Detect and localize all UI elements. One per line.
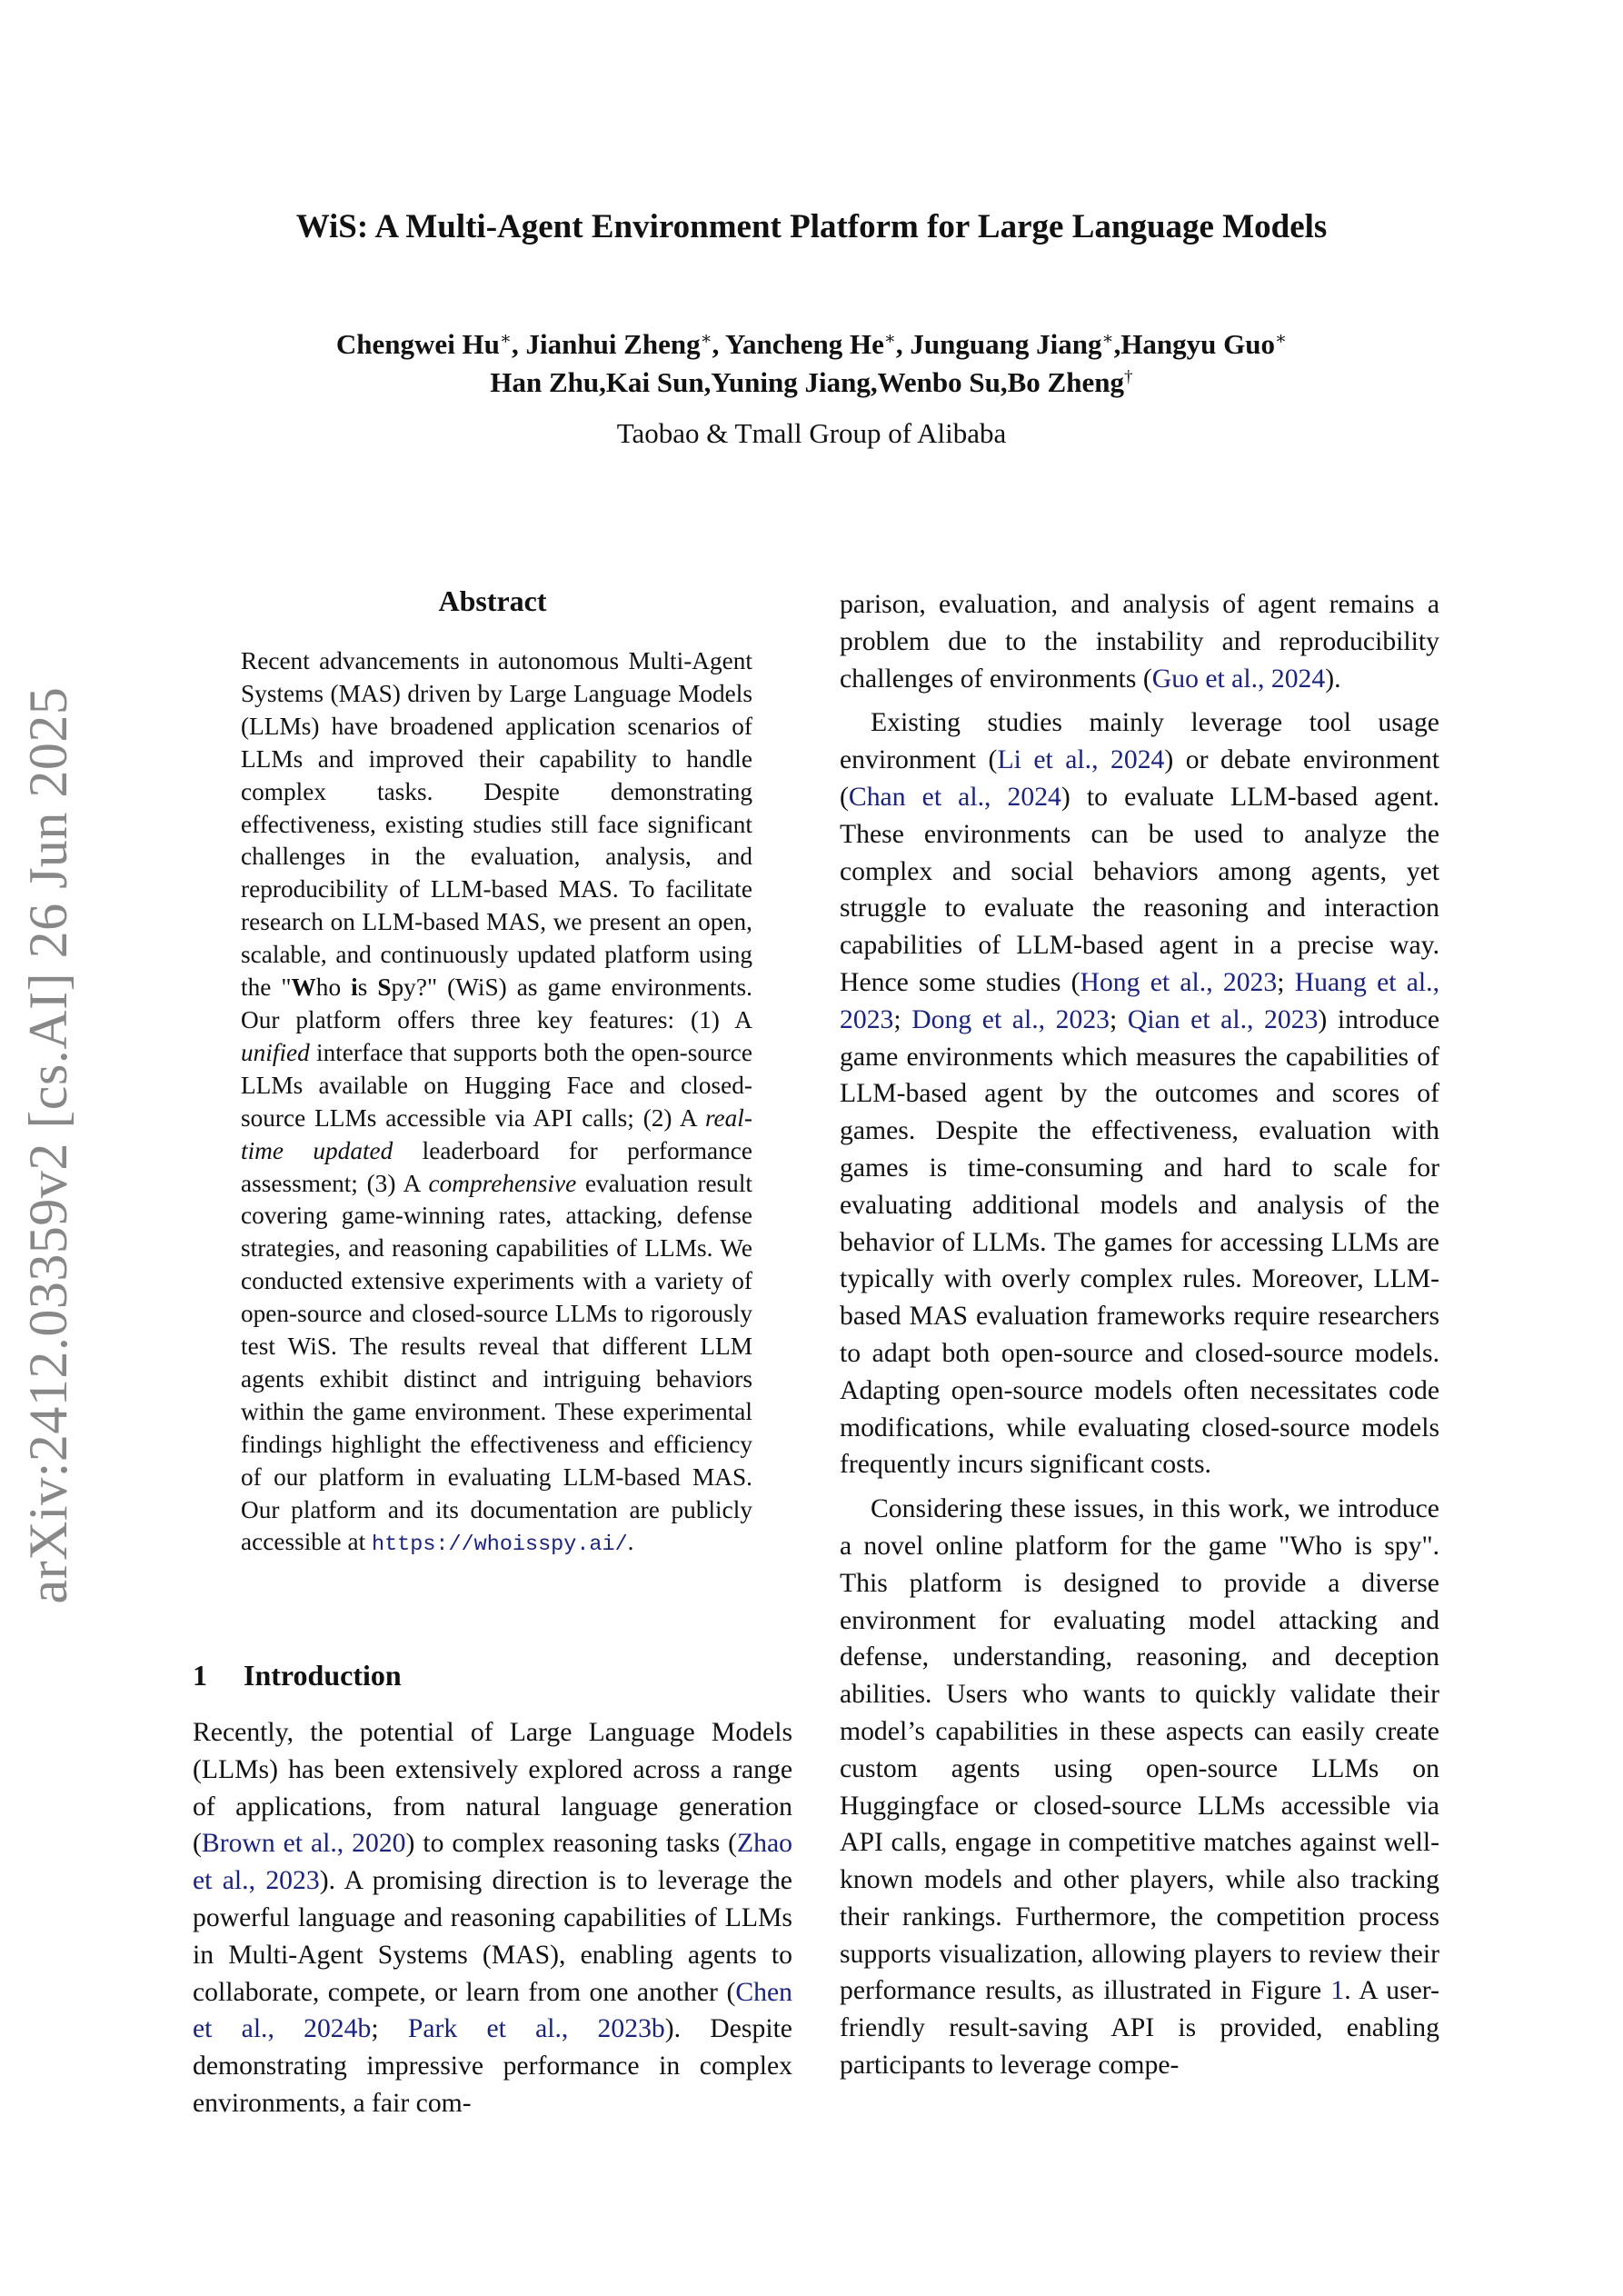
author-name: Kai Sun xyxy=(605,366,704,398)
author-name: Junguang Jiang xyxy=(910,328,1102,360)
figure-reference-link[interactable]: 1 xyxy=(1330,1976,1345,2006)
citation-link[interactable]: Zhao et al., 2023 xyxy=(193,1829,792,1896)
section-heading-introduction xyxy=(193,1659,402,1692)
author-name: Jianhui Zheng xyxy=(525,328,701,360)
author-name: Wenbo Su xyxy=(877,366,1001,398)
author-name: Bo Zheng xyxy=(1007,366,1124,398)
citation-link[interactable]: Li et al., 2024 xyxy=(997,745,1165,775)
citation-link[interactable]: Dong et al., 2023 xyxy=(911,1004,1110,1034)
intro-p1-continuation: ). Despite demonstrating impressive performance in complex environments, a fair com- xyxy=(193,2014,792,2118)
platform-url-link[interactable]: https://whoisspy.ai/ xyxy=(372,1532,628,1558)
section-number: 1 xyxy=(193,1659,207,1692)
author-mark: ∗ xyxy=(700,329,712,349)
citation-link[interactable]: Qian et al., 2023 xyxy=(1127,1004,1319,1034)
citation-link[interactable]: Chen et al., 2024b xyxy=(193,1977,792,2044)
intro-right-column xyxy=(840,586,1439,2084)
abstract-body xyxy=(241,645,752,1562)
author-mark: ∗ xyxy=(1101,329,1114,349)
intro-paragraph-3: Considering these issues, in this work, we introduce a novel online platform for the game "Who is spy". This platform is designed to provide a diverse environment for evaluating model attacking and defense, understanding, reasoning, and deception abilities. Users who wants to quickly validate their model’s capabilities in these aspects can easily create custom agents using open-source LLMs on Huggingface or closed-source LLMs accessible via API calls, engage in competitive matches against well-known models and other players, while also tracking their rankings. Furthermore, the competition process supports visualization, allowing players to review their performance results, as illustrated in Figure 1. A user-friendly result-saving API is provided, enabling participants to leverage compe- xyxy=(840,1494,1439,2081)
author-mark: ∗ xyxy=(499,329,512,349)
author-mark: † xyxy=(1123,367,1133,387)
intro-paragraph-1-end: parison, evaluation, and analysis of agent remains a problem due to the instability and reproducibility challenges of environments (Guo et al., 2024). xyxy=(840,590,1439,694)
author-mark: ∗ xyxy=(883,329,896,349)
author-name: Chengwei Hu xyxy=(335,328,500,360)
author-name: Yancheng He xyxy=(725,328,884,360)
abstract-heading: Abstract xyxy=(438,584,547,617)
intro-left-column xyxy=(193,1714,792,2122)
citation-link[interactable]: Brown et al., 2020 xyxy=(201,1829,406,1859)
citation-link[interactable]: Park et al., 2023b xyxy=(407,2014,665,2044)
author-mark: ∗ xyxy=(1275,329,1288,349)
author-line-1: Chengwei Hu∗, Jianhui Zheng∗, Yancheng He∗, Junguang Jiang∗,Hangyu Guo∗ xyxy=(335,328,1288,360)
citation-link[interactable]: Huang et al., 2023 xyxy=(840,967,1440,1034)
intro-paragraph-1: Recently, the potential of Large Language Models (LLMs) has been extensively explored across a range of applications, from natural language generation (Brown et al., 2020) to complex reasoning tasks (Zhao et al., 2023). A promising direction is to leverage the powerful language and reasoning capabilities of LLMs in Multi-Agent Systems (MAS), enabling agents to collaborate, compete, or learn from one another (Chen et al., 2024b; Park et al., 2023b). Despite demonstrating impressive performance in complex environments, a fair com- xyxy=(193,1718,792,2118)
intro-paragraph-2: Existing studies mainly leverage tool usage environment (Li et al., 2024) or debate environment (Chan et al., 2024) to evaluate LLM-based agent. These environments can be used to analyze the complex and social behaviors among agents, yet struggle to evaluate the reasoning and interaction capabilities of LLM-based agent in a precise way. Hence some studies (Hong et al., 2023; Huang et al., 2023; Dong et al., 2023; Qian et al., 2023) introduce game environments which measures the capabilities of LLM-based agent by the outcomes and scores of games. Despite the effectiveness, evaluation with games is time-consuming and hard to scale for evaluating additional models and analysis of the behavior of LLMs. The games for accessing LLMs are typically with overly complex rules. Moreover, LLM-based MAS evaluation frameworks require researchers to adapt both open-source and closed-source models. Adapting open-source models often necessitates code modifications, while evaluating closed-source models frequently incurs significant costs. xyxy=(840,708,1440,1480)
author-name: Hangyu Guo xyxy=(1120,328,1276,360)
citation-link[interactable]: Chan et al., 2024 xyxy=(848,782,1061,812)
citation-link[interactable]: Guo et al., 2024 xyxy=(1151,664,1326,694)
author-name: Yuning Jiang xyxy=(711,366,871,398)
author-name: Han Zhu xyxy=(490,366,600,398)
affiliation: Taobao & Tmall Group of Alibaba xyxy=(616,417,1007,449)
abstract-paragraph: Recent advancements in autonomous Multi-Agent Systems (MAS) driven by Large Language Models (LLMs) have broadened application scenarios of LLMs and improved their capability to handle complex tasks. Despite demonstrating effectiveness, existing studies still face significant challenges in the evaluation, analysis, and reproducibility of LLM-based MAS. To facilitate research on LLM-based MAS, we present an open, scalable, and continuously updated platform using the "Who is Spy?" (WiS) as game environments. Our platform offers three key features: (1) A unified interface that supports both the open-source LLMs available on Hugging Face and closed-source LLMs accessible via API calls; (2) A real-time updated leaderboard for performance assessment; (3) A comprehensive evaluation result covering game-winning rates, attacking, defense strategies, and reasoning capabilities of LLMs. We conducted extensive experiments with a variety of open-source and closed-source LLMs to rigorously test WiS. The results reveal that different LLM agents exhibit distinct and intriguing behaviors within the game environment. These experimental findings highlight the effectiveness and efficiency of our platform in evaluating LLM-based MAS. Our platform and its documentation are publicly accessible at https://whoisspy.ai/. xyxy=(241,647,752,1558)
section-title: Introduction xyxy=(244,1659,402,1692)
paper-title: WiS: A Multi-Agent Environment Platform for Large Language Models xyxy=(295,208,1328,245)
citation-link[interactable]: Hong et al., 2023 xyxy=(1080,967,1278,997)
author-line-2: Han Zhu,Kai Sun,Yuning Jiang,Wenbo Su,Bo Zheng† xyxy=(490,366,1133,398)
arxiv-identifier: arXiv:2412.03359v2 [cs.AI] 26 Jun 2025 xyxy=(18,686,78,1604)
